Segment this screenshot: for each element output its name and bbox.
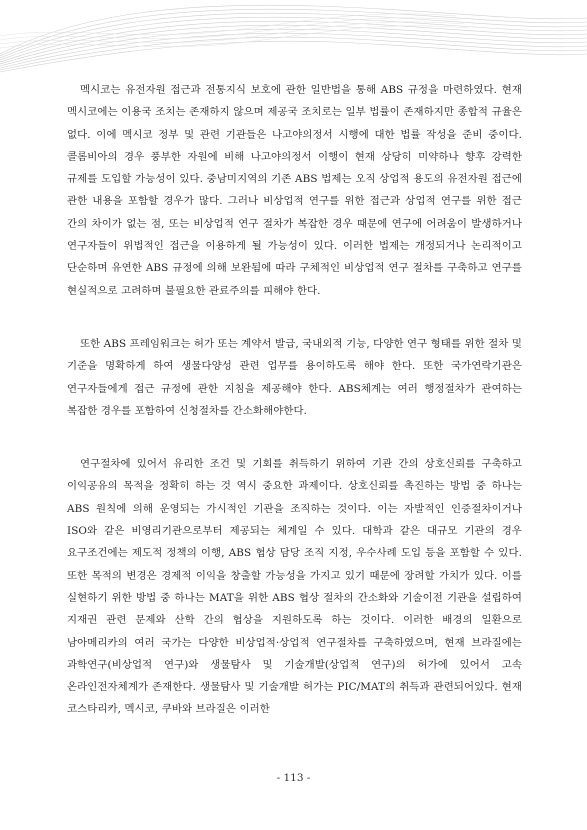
document-body xyxy=(67,79,522,721)
paragraph: 또한 ABS 프레임워크는 허가 또는 계약서 발급, 국내외적 기능, 다양한 연구 형태를 위한 절차 및 기준을 명확하게 하여 생물다양성 관련 업무를 용이하도록 해야 한다. 또한 국가연락기관은 연구자들에게 접근 규정에 관한 지침을 제공해야 한다. ABS체계는 여러 행정절차가 관여하는 복잡한 경우를 포함하여 신청절차를 간소화해야한다. xyxy=(67,337,522,417)
paragraph: 연구절차에 있어서 유리한 조건 및 기회를 취득하기 위하여 기관 간의 상호신뢰를 구축하고 이익공유의 목적을 정확히 하는 것 역시 중요한 과제이다. 상호신뢰를 촉진하는 방법 중 하나는 ABS 원칙에 의해 운영되는 가시적인 기관을 조직하는 것이다. 이는 자발적인 인증절차이거나 ISO와 같은 비영리기관으로부터 제공되는 체계일 수 있다. 대학과 같은 대규모 기관의 경우 요구조건에는 제도적 정책의 이행, ABS 협상 담당 조직 지정, 우수사례 도입 등을 포함할 수 있다. 또한 목적의 변경은 경제적 이익을 창출할 가능성을 가지고 있기 때문에 장려할 가치가 있다. 이를 실현하기 위한 방법 중 하나는 MAT을 위한 ABS 협상 절차의 간소화와 기술이전 기관을 설립하여 지재권 관련 문제와 산학 간의 협상을 지원하도록 하는 것이다. 이러한 배경의 일환으로 남아메리카의 여러 국가는 다양한 비상업적·상업적 연구절차를 구축하였으며, 현재 브라질에는 과학연구(비상업적 연구)와 생물탐사 및 기술개발(상업적 연구)의 허가에 있어서 고속 온라인전자체계가 존재한다. 생물탐사 및 기술개발 허가는 PIC/MAT의 취득과 관련되어있다. 현재 코스타리카, 멕시코, 쿠바와 브라질은 이러한 xyxy=(67,458,522,716)
paragraph: 멕시코는 유전자원 접근과 전통지식 보호에 관한 일반법을 통해 ABS 규정을 마련하였다. 현재 멕시코에는 이용국 조치는 존재하지 않으며 제공국 조치로는 일부 법률이 존재하지만 종합적 규율은 없다. 이에 멕시코 정부 및 관련 기관들은 나고야의정서 시행에 대한 법률 작성을 준비 중이다. 콜롬비아의 경우 풍부한 자원에 비해 나고야의정서 이행이 현재 상당히 미약하나 향후 강력한 규제를 도입할 가능성이 있다. 중남미지역의 기존 ABS 법제는 오직 상업적 용도의 유전자원 접근에 관한 내용을 포함할 경우가 많다. 그러나 비상업적 연구를 위한 접근과 상업적 연구를 위한 접근 간의 차이가 없는 점, 또는 비상업적 연구 절차가 복잡한 경우 때문에 연구에 어려움이 발생하거나 연구자들이 위법적인 접근을 이용하게 될 가능성이 있다. 이러한 법제는 개정되거나 논리적이고 단순하며 유연한 ABS 규정에 의해 보완됨에 따라 구체적인 비상업적 연구 절차를 구축하고 연구를 현실적으로 고려하며 불필요한 관료주의를 피해야 한다. xyxy=(67,84,522,297)
header-wave-decoration xyxy=(0,0,587,80)
page-number: - 113 - xyxy=(276,772,311,784)
